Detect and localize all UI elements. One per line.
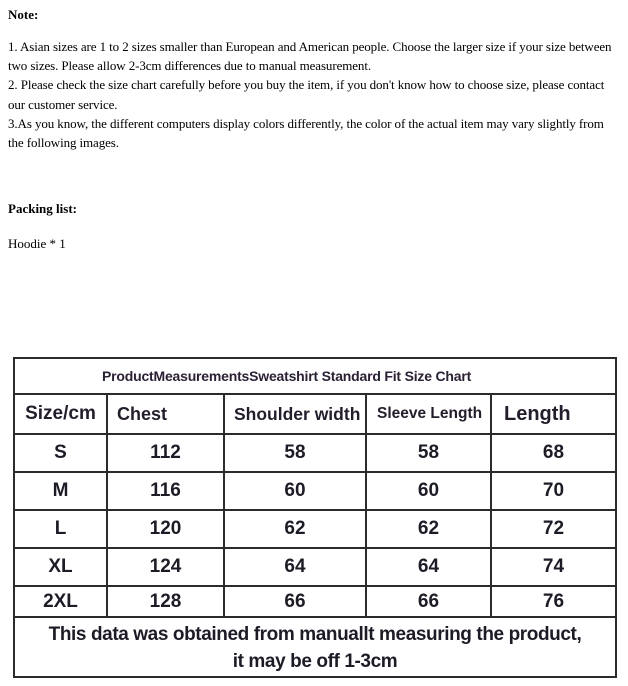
cell-length: 76 — [491, 586, 616, 617]
packing-list-item: Hoodie * 1 — [8, 236, 66, 252]
note-line: our customer service. — [8, 96, 118, 112]
cell-length: 74 — [491, 548, 616, 586]
size-row-s — [14, 434, 616, 472]
cell-size: 2XL — [14, 586, 107, 617]
size-chart-title-row — [14, 358, 616, 394]
cell-shoulder-width: 60 — [224, 472, 366, 510]
cell-size: M — [14, 472, 107, 510]
footnote-line: it may be off 1-3cm — [232, 651, 398, 673]
note-line: 3.As you know, the different computers display colors differently, the color of the actual item may vary slightly from — [8, 115, 604, 131]
cell-chest: 112 — [107, 434, 224, 472]
size-row-2xl — [14, 586, 616, 617]
note-line: 1. Asian sizes are 1 to 2 sizes smaller than European and American people. Choose the larger size if your size between — [8, 39, 612, 54]
size-chart-footer-row — [14, 617, 616, 677]
col-header-sleeve-length: Sleeve Length — [366, 394, 491, 434]
cell-chest: 120 — [107, 510, 224, 548]
col-header-size: Size/cm — [14, 394, 107, 434]
cell-shoulder-width: 66 — [224, 586, 366, 617]
packing-list-heading: Packing list: — [8, 201, 77, 217]
cell-shoulder-width: 64 — [224, 548, 366, 586]
cell-chest: 128 — [107, 586, 224, 617]
cell-sleeve-length: 60 — [366, 472, 491, 510]
cell-shoulder-width: 58 — [224, 434, 366, 472]
cell-sleeve-length: 58 — [366, 434, 491, 472]
size-chart-title: ProductMeasurementsSweatshirt Standard Fit Size Chart — [14, 358, 616, 394]
cell-size: S — [14, 434, 107, 472]
size-row-xl — [14, 548, 616, 586]
cell-sleeve-length: 62 — [366, 510, 491, 548]
cell-sleeve-length: 64 — [366, 548, 491, 586]
col-header-chest: Chest — [107, 394, 224, 434]
footnote-line: This data was obtained from manuallt measuring the product, — [48, 624, 582, 646]
size-row-l — [14, 510, 616, 548]
cell-size: XL — [14, 548, 107, 586]
col-header-length: Length — [491, 394, 616, 434]
note-line: two sizes. Please allow 2-3cm differences due to manual measurement. — [8, 58, 371, 74]
cell-length: 70 — [491, 472, 616, 510]
note-line: 2. Please check the size chart carefully before you buy the item, if you don't know how to choose size, please contact — [8, 77, 605, 93]
size-chart-table — [13, 357, 617, 678]
cell-shoulder-width: 62 — [224, 510, 366, 548]
note-heading: Note: — [8, 7, 39, 22]
size-chart-footnote — [14, 617, 616, 677]
cell-size: L — [14, 510, 107, 548]
size-chart-header-row — [14, 394, 616, 434]
cell-length: 68 — [491, 434, 616, 472]
cell-sleeve-length: 66 — [366, 586, 491, 617]
cell-chest: 124 — [107, 548, 224, 586]
size-row-m — [14, 472, 616, 510]
cell-chest: 116 — [107, 472, 224, 510]
note-text — [8, 37, 628, 152]
col-header-shoulder-width: Shoulder width — [224, 394, 366, 434]
note-line: the following images. — [8, 135, 119, 151]
cell-length: 72 — [491, 510, 616, 548]
